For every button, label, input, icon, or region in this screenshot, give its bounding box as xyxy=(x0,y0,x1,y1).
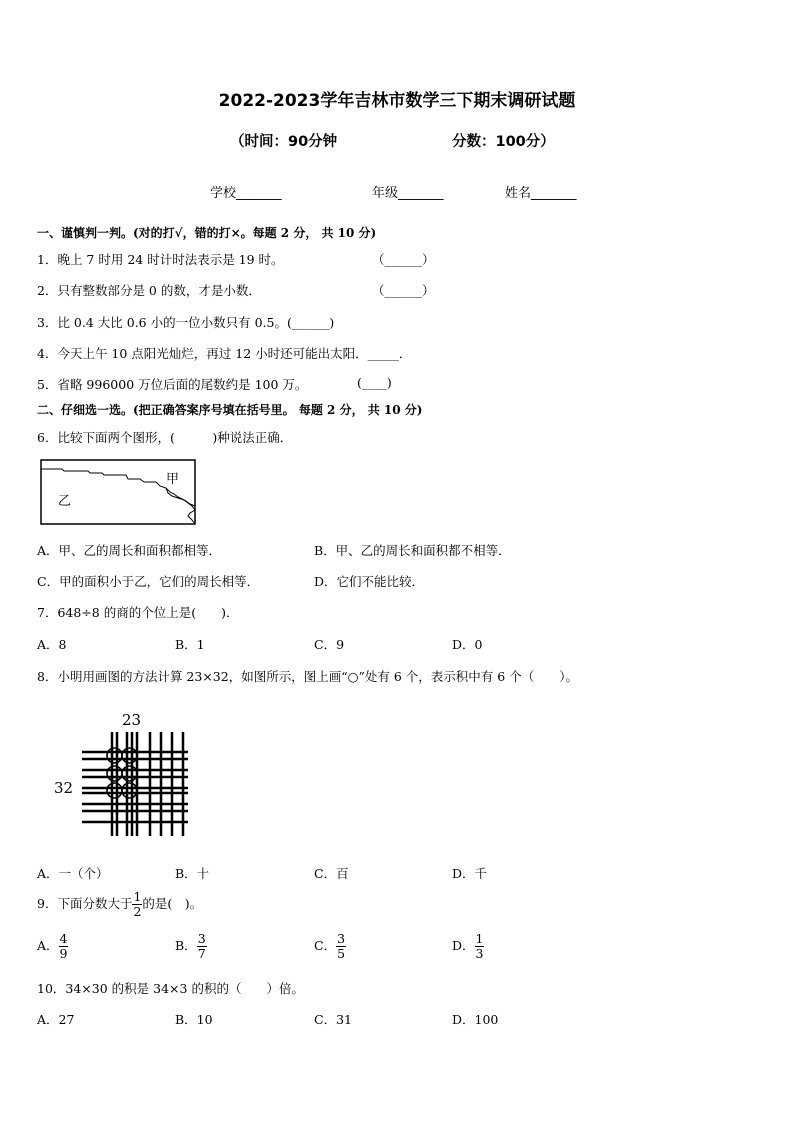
q8-option-c: C．百 xyxy=(314,866,349,881)
q6-option-a: A．甲、乙的周长和面积都相等． xyxy=(37,543,222,558)
question-10: 10．34×30 的积是 34×3 的积的（ ）倍。 xyxy=(37,981,304,996)
q8-option-a: A．一（个） xyxy=(37,866,109,881)
q7-option-b: B．1 xyxy=(175,637,205,652)
q9-option-b xyxy=(175,932,207,961)
exam-score: 分数：100分） xyxy=(452,134,555,150)
question-3: 3．比 0.4 大比 0.6 小的一位小数只有 0.5。(______) xyxy=(37,315,335,330)
q6-label-jia: 甲 xyxy=(166,472,180,487)
section1-heading: 一、谨慎判一判。(对的打√，错的打×。每题 2 分， 共 10 分) xyxy=(37,226,377,240)
question-9 xyxy=(37,890,202,919)
q9-text-before: 9．下面分数大于 xyxy=(37,896,133,911)
q6-option-c: C．甲的面积小于乙，它们的周长相等． xyxy=(37,574,260,589)
q6-shape-border xyxy=(41,460,195,524)
q6-option-b: B．甲、乙的周长和面积都不相等． xyxy=(314,543,511,558)
question-2-blank: （______） xyxy=(372,283,435,298)
q9-fraction-numerator: 1 xyxy=(133,889,142,904)
question-5: 5．省略 996000 万位后面的尾数约是 100 万。 xyxy=(37,377,308,392)
q6-label-yi: 乙 xyxy=(58,494,72,509)
question-5-blank: (____) xyxy=(357,375,392,390)
grade-field: 年级_______ xyxy=(372,186,444,201)
exam-time: （时间：90分钟 xyxy=(230,134,338,150)
q9-option-b-numerator: 3 xyxy=(197,931,206,946)
q9-text-after: 的是( )。 xyxy=(142,896,203,911)
q10-option-c: C．31 xyxy=(314,1012,352,1027)
q6-shape-figure xyxy=(40,458,198,526)
question-4: 4．今天上午 10 点阳光灿烂，再过 12 小时还可能出太阳．_____． xyxy=(37,346,412,361)
q10-option-d: D．100 xyxy=(452,1012,499,1027)
q9-fraction-denominator: 2 xyxy=(133,904,142,919)
q10-option-a: A．27 xyxy=(37,1012,75,1027)
question-1: 1．晚上 7 时用 24 时计时法表示是 19 时。 xyxy=(37,252,284,267)
q8-grid-lines xyxy=(82,732,188,836)
question-1-blank: （______） xyxy=(372,252,435,267)
q8-grid-figure xyxy=(50,708,190,844)
q8-option-b: B．十 xyxy=(175,866,210,881)
q9-option-c xyxy=(314,932,346,961)
q9-option-c-denominator: 5 xyxy=(337,946,346,961)
q8-option-d: D．千 xyxy=(452,866,488,881)
q9-option-a-label: A． xyxy=(37,938,59,953)
q9-option-a-denominator: 9 xyxy=(59,946,68,961)
q9-option-d xyxy=(452,932,484,961)
q9-option-d-numerator: 1 xyxy=(475,931,484,946)
q9-option-b-label: B． xyxy=(175,938,197,953)
school-field: 学校_______ xyxy=(210,186,282,201)
q7-option-c: C．9 xyxy=(314,637,345,652)
question-6: 6．比较下面两个图形，( )种说法正确． xyxy=(37,430,293,445)
q9-option-a-numerator: 4 xyxy=(59,931,68,946)
q9-fraction xyxy=(132,890,142,919)
question-2: 2．只有整数部分是 0 的数，才是小数． xyxy=(37,283,261,298)
q9-option-c-label: C． xyxy=(314,938,337,953)
q8-label-left: 32 xyxy=(54,779,74,797)
section2-heading: 二、仔细选一选。(把正确答案序号填在括号里。 每题 2 分， 共 10 分) xyxy=(37,403,423,417)
q9-option-b-denominator: 7 xyxy=(197,946,206,961)
question-7: 7．648÷8 的商的个位上是( )． xyxy=(37,605,239,620)
q9-option-d-label: D． xyxy=(452,938,475,953)
q9-option-c-numerator: 3 xyxy=(337,931,346,946)
question-8: 8．小明用画图的方法计算 23×32，如图所示，图上画“○”处有 6 个，表示积中有 6 个（ ）。 xyxy=(37,669,578,684)
q7-option-a: A．8 xyxy=(37,637,67,652)
name-field: 姓名_______ xyxy=(505,186,577,201)
q9-option-d-denominator: 3 xyxy=(475,946,484,961)
q7-option-d: D．0 xyxy=(452,637,483,652)
q8-label-top: 23 xyxy=(122,711,142,729)
q10-option-b: B．10 xyxy=(175,1012,213,1027)
q6-option-d: D．它们不能比较． xyxy=(314,574,425,589)
page-title: 2022-2023学年吉林市数学三下期末调研试题 xyxy=(218,91,576,111)
q9-option-a xyxy=(37,932,68,961)
q6-dividing-line-edge xyxy=(166,488,195,524)
